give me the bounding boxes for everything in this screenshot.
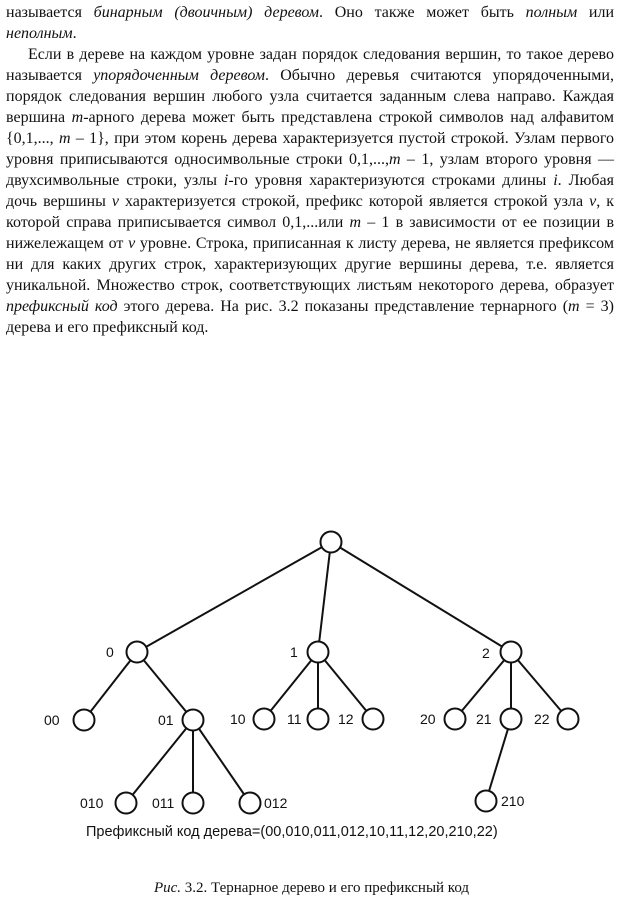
var-m: m [71,109,84,126]
term-full: полным [525,4,578,21]
node-012 [240,793,261,814]
node-1 [308,642,329,663]
label-012: 012 [264,795,288,811]
label-20: 20 [420,711,436,727]
node-20 [445,709,466,730]
text-segment: . Любая дочь вершины [6,172,614,210]
tree-nodes [74,532,579,814]
text-segment: -го уровня характеризуются строками длины [228,172,554,189]
paragraph-2 [6,44,614,338]
ternary-tree-diagram [0,522,623,822]
text-segment: – 1}, при этом корень дерева характеризуется пустой строкой. Узлам первого уровня приписываются односимвольные строки 0,1,..., [6,130,615,168]
edge-2-22 [511,652,568,719]
tree-labels [44,644,550,811]
term-prefix-code: префиксный код [6,298,118,315]
text-segment: – 1, узлам второго уровня — двухсимвольные строки, узлы [6,151,614,189]
page-text [6,2,614,338]
caption-text: 3.2. Тернарное дерево и его префиксный код [181,880,470,896]
caption-prefix: Рис. [153,880,182,896]
text-segment: . Обычно деревья считаются упорядоченными, порядок следования вершин любого узла считается заданным слева направо. Каждая вершина [6,67,614,126]
edge-1-10 [264,652,318,719]
var-i: i [553,172,558,189]
prefix-code-line: Префиксный код дерева=(00,010,011,012,10,11,12,20,210,22) [86,824,498,840]
edge-2-20 [455,652,511,719]
edge-root-2 [331,542,511,652]
edge-root-0 [137,542,331,652]
label-0: 0 [106,644,114,660]
edge-01-010 [126,720,193,803]
label-12: 12 [338,711,354,727]
tree-figure [0,522,623,862]
label-210: 210 [501,793,525,809]
node-011 [183,793,204,814]
text-segment: . [72,25,77,42]
node-10 [254,709,275,730]
node-010 [116,793,137,814]
var-v: v [128,235,136,252]
text-segment: = 3) дерева и его префиксный код. [6,298,614,336]
text-segment: уровне. Строка, приписанная к листу дерева, не является префиксом ни для каких других строк, характеризующих другие вершины дерева, т.е. является уникальной. Множество строк, соответствующих листьям некоторого дерева, образует [6,235,614,294]
term-binary-tree: бинарным (двоичным) деревом [93,4,320,21]
label-01: 01 [158,712,174,728]
label-10: 10 [230,711,246,727]
node-21 [501,709,522,730]
var-i: i [223,172,229,189]
var-m: m [58,130,71,147]
text-segment: этого дерева. На рис. 3.2 показаны представление тернарного ( [117,298,569,315]
label-21: 21 [476,711,492,727]
paragraph-1 [6,2,614,44]
text-segment: . Оно также может быть [319,4,526,21]
tree-edges [84,542,568,803]
edge-0-00 [84,652,137,720]
label-1: 1 [290,644,298,660]
node-210 [476,791,497,812]
label-00: 00 [44,712,60,728]
var-m: m [349,214,362,231]
var-v: v [111,193,119,210]
edge-root-1 [318,542,331,652]
label-2: 2 [482,645,490,661]
node-12 [363,709,384,730]
node-root [321,532,342,553]
figure-caption [0,880,623,897]
text-segment: характеризуется строкой, префикс которой является строкой узла [118,193,590,210]
text-segment: -арного дерева может быть представлена строкой символов над алфавитом {0,1,..., [6,109,614,147]
edge-1-12 [318,652,373,719]
node-0 [127,642,148,663]
var-m: m [388,151,401,168]
label-22: 22 [534,711,550,727]
term-incomplete: неполным [6,25,73,42]
node-01 [183,710,204,731]
node-00 [74,710,95,731]
label-010: 010 [80,795,104,811]
text-segment: , к которой справа приписывается символ 0,1,...или [6,193,614,231]
term-ordered-tree: упорядоченным деревом [93,67,265,84]
node-22 [558,709,579,730]
var-m: m [568,298,580,315]
text-segment: – 1 в зависимости от ее позиции в нижележащем от [6,214,615,252]
node-11 [308,709,329,730]
edge-0-01 [137,652,193,720]
label-011: 011 [152,795,175,811]
text-segment: или [577,4,615,21]
label-11: 11 [287,711,302,727]
edge-01-012 [193,720,250,803]
text-segment: называется [6,4,94,21]
var-v: v [589,193,597,210]
node-2 [501,642,522,663]
text-segment: Если в дереве на каждом уровне задан порядок следования вершин, то такое дерево называется [6,46,614,84]
edge-21-210 [486,719,511,801]
